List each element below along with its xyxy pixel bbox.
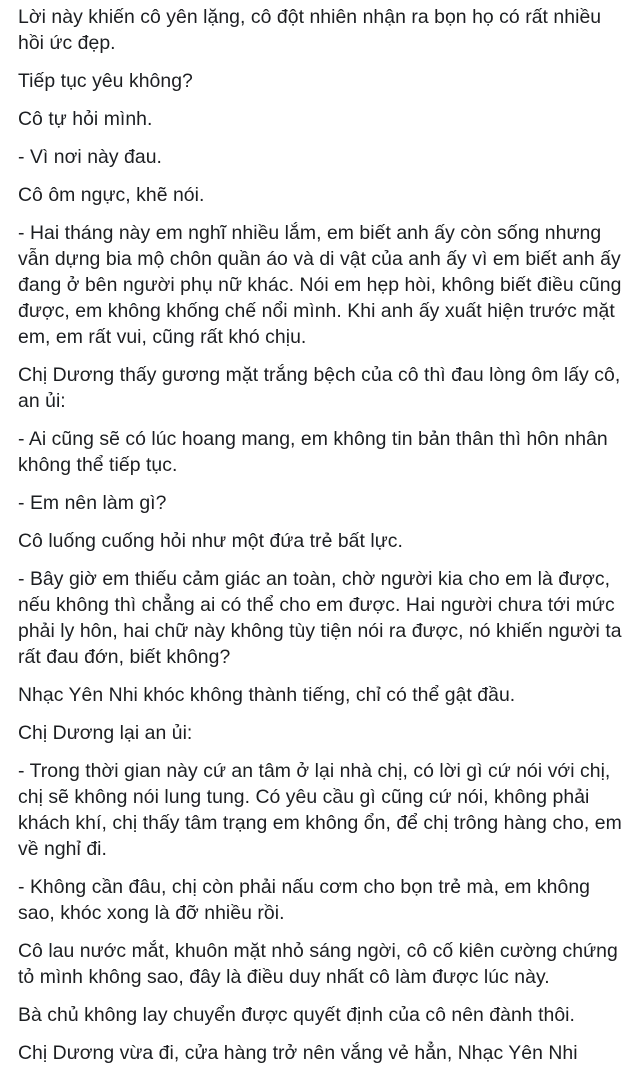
paragraph: - Vì nơi này đau. <box>18 146 162 168</box>
paragraph: Cô lau nước mắt, khuôn mặt nhỏ sáng ngời, cô cố kiên cường chứng tỏ mình không sao, đây là điều duy nhất cô làm được lúc này. <box>18 940 624 988</box>
paragraph: Cô tự hỏi mình. <box>18 108 153 130</box>
paragraph: Cô ôm ngực, khẽ nói. <box>18 184 205 206</box>
paragraph: Bà chủ không lay chuyển được quyết định của cô nên đành thôi. <box>18 1004 575 1026</box>
paragraph: - Bây giờ em thiếu cảm giác an toàn, chờ người kia cho em là được, nếu không thì chẳng ai có thể cho em được. Hai người chưa tới mức phải ly hôn, hai chữ này không tùy tiện nói ra được, nó khiến người ta rất đau đớn, biết không? <box>18 568 628 668</box>
paragraph: Chị Dương vừa đi, cửa hàng trở nên vắng vẻ hẳn, Nhạc Yên Nhi <box>18 1042 578 1064</box>
paragraph: Chị Dương thấy gương mặt trắng bệch của cô thì đau lòng ôm lấy cô, an ủi: <box>18 364 626 412</box>
paragraph: - Hai tháng này em nghĩ nhiều lắm, em biết anh ấy còn sống nhưng vẫn dựng bia mộ chôn quần áo và di vật của anh ấy vì em biết anh ấy đang ở bên người phụ nữ khác. Nói em hẹp hòi, không biết điều cũng được, em không khống chế nổi mình. Khi anh ấy xuất hiện trước mặt em, em rất vui, cũng rất khó chịu. <box>18 222 627 348</box>
post-body <box>18 4 628 1066</box>
paragraph: Tiếp tục yêu không? <box>18 70 193 92</box>
paragraph: Nhạc Yên Nhi khóc không thành tiếng, chỉ có thể gật đầu. <box>18 684 516 706</box>
paragraph: Chị Dương lại an ủi: <box>18 722 193 744</box>
paragraph: - Em nên làm gì? <box>18 492 167 514</box>
paragraph: Lời này khiến cô yên lặng, cô đột nhiên nhận ra bọn họ có rất nhiều hồi ức đẹp. <box>18 6 607 54</box>
paragraph: - Không cần đâu, chị còn phải nấu cơm cho bọn trẻ mà, em không sao, khóc xong là đỡ nhiều rồi. <box>18 876 596 924</box>
paragraph: - Trong thời gian này cứ an tâm ở lại nhà chị, có lời gì cứ nói với chị, chị sẽ không nói lung tung. Có yêu cầu gì cũng cứ nói, không phải khách khí, chị thấy tâm trạng em không ổn, để chị trông hàng cho, em về nghỉ đi. <box>18 760 628 860</box>
paragraph: - Ai cũng sẽ có lúc hoang mang, em không tin bản thân thì hôn nhân không thể tiếp tục. <box>18 428 614 476</box>
paragraph: Cô luống cuống hỏi như một đứa trẻ bất lực. <box>18 530 403 552</box>
